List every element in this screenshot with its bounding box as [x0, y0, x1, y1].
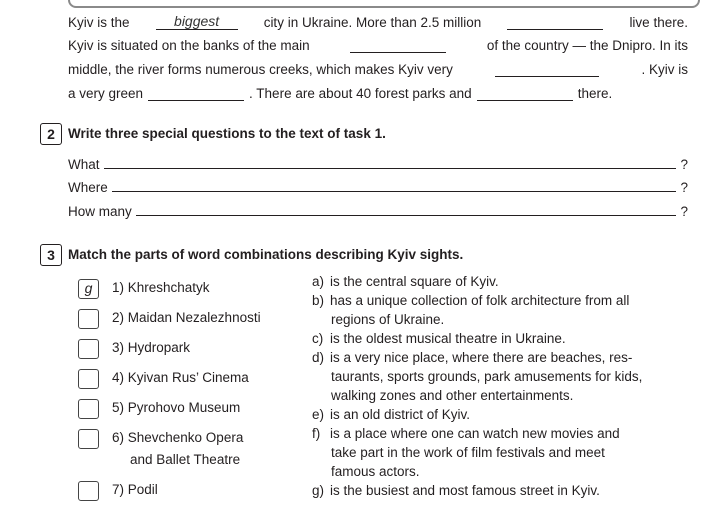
match-option-cont: regions of Ukraine.	[331, 312, 445, 327]
match-item: 4) Kyivan Rus’ Cinema	[112, 370, 249, 385]
match-item: 7) Podil	[112, 482, 158, 497]
text-line-2	[68, 35, 688, 53]
text-line-1	[68, 12, 688, 30]
text: there.	[577, 86, 613, 101]
answer-box[interactable]	[78, 481, 99, 501]
text: live there.	[629, 15, 688, 30]
text: . Kyiv is	[641, 62, 688, 77]
option-text: is the busiest and most famous street in Kyiv.	[330, 483, 600, 498]
text: of the country — the Dnipro. In its	[486, 38, 688, 53]
answer-box[interactable]	[78, 369, 99, 389]
blank[interactable]	[477, 84, 573, 101]
match-option-cont: walking zones and other entertainments.	[331, 388, 574, 403]
match-option	[312, 293, 629, 308]
answer-box[interactable]	[78, 339, 99, 359]
match-item: 6) Shevchenko Opera	[112, 430, 244, 445]
match-option	[312, 426, 620, 441]
option-letter: c)	[312, 331, 324, 346]
blank[interactable]	[350, 36, 446, 53]
option-letter: a)	[312, 274, 325, 289]
option-letter: g)	[312, 483, 325, 498]
option-text: is a very nice place, where there are beaches, res-	[330, 350, 633, 365]
match-option	[312, 331, 566, 346]
blank[interactable]	[148, 84, 244, 101]
filled-blank[interactable]: biggest	[156, 13, 238, 30]
text: ?	[680, 204, 688, 219]
question-line[interactable]	[68, 180, 688, 195]
text: middle, the river forms numerous creeks, which makes Kyiv very	[68, 62, 453, 77]
text: ?	[680, 180, 688, 195]
option-letter: f)	[312, 426, 321, 441]
blank[interactable]	[495, 60, 599, 77]
match-option-cont: taurants, sports grounds, park amusements for kids,	[331, 369, 643, 384]
option-text: is an old district of Kyiv.	[330, 407, 471, 422]
option-text: is a place where one can watch new movies and	[330, 426, 620, 441]
question-line[interactable]	[68, 157, 688, 172]
option-text: is the oldest musical theatre in Ukraine.	[330, 331, 566, 346]
answer-box[interactable]: g	[78, 279, 99, 299]
blank[interactable]	[136, 214, 677, 216]
text: Kyiv is the	[68, 15, 130, 30]
text: city in Ukraine. More than 2.5 million	[263, 15, 482, 30]
text: Kyiv is situated on the banks of the main	[68, 38, 310, 53]
question-line[interactable]	[68, 204, 688, 219]
match-item: 3) Hydropark	[112, 340, 191, 355]
option-letter: e)	[312, 407, 325, 422]
text: How many	[68, 204, 132, 219]
text: . There are about 40 forest parks and	[249, 86, 472, 101]
option-letter: b)	[312, 293, 325, 308]
text: What	[68, 157, 100, 172]
answer-box[interactable]	[78, 399, 99, 419]
match-option	[312, 483, 600, 498]
task-number: 3	[40, 244, 62, 266]
match-item: 5) Pyrohovo Museum	[112, 400, 241, 415]
task-title: Write three special questions to the text of task 1.	[68, 126, 386, 141]
blank[interactable]	[104, 167, 677, 169]
blank[interactable]	[507, 13, 603, 30]
match-option	[312, 407, 470, 422]
text: Where	[68, 180, 108, 195]
match-item: 2) Maidan Nezalezhnosti	[112, 310, 261, 325]
task-title: Match the parts of word combinations describing Kyiv sights.	[68, 247, 464, 262]
match-item-cont: and Ballet Theatre	[130, 452, 241, 467]
previous-task-box	[68, 0, 700, 8]
match-option	[312, 274, 499, 289]
task-number: 2	[40, 123, 62, 145]
answer-box[interactable]	[78, 309, 99, 329]
match-option	[312, 350, 632, 365]
text: a very green	[68, 86, 144, 101]
option-text: is the central square of Kyiv.	[330, 274, 499, 289]
text-line-3	[68, 59, 688, 77]
match-option-cont: take part in the work of film festivals and meet	[331, 445, 605, 460]
option-letter: d)	[312, 350, 325, 365]
text-line-4	[68, 83, 688, 101]
text: ?	[680, 157, 688, 172]
blank[interactable]	[112, 190, 677, 192]
match-option-cont: famous actors.	[331, 464, 420, 479]
match-item: 1) Khreshchatyk	[112, 280, 210, 295]
option-text: has a unique collection of folk architecture from all	[330, 293, 630, 308]
answer-box[interactable]	[78, 429, 99, 449]
